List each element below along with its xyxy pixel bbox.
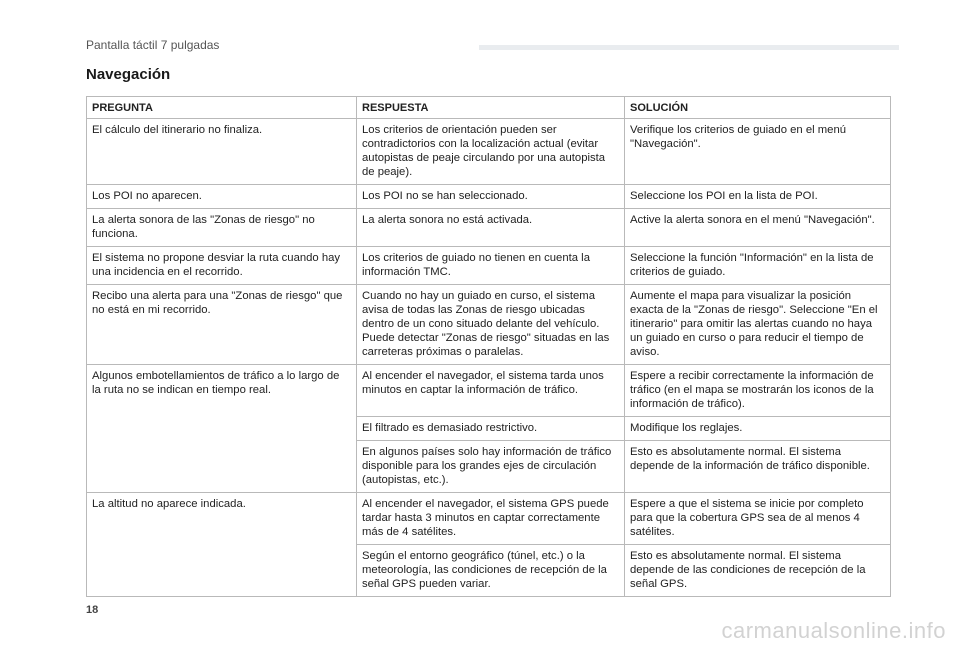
answer-cell: Los POI no se han seleccionado.	[357, 185, 625, 209]
column-header-solution: SOLUCIÓN	[625, 97, 891, 119]
answer-cell: Los criterios de orientación pueden ser contradictorios con la localización actual (evitar autopistas de peaje circulando por una autopista de peaje).	[357, 119, 625, 185]
answer-cell: Cuando no hay un guiado en curso, el sistema avisa de todas las Zonas de riesgo ubicadas dentro de un cono situado delante del vehículo. Puede detectar "Zonas de riesgo" situadas en las carreteras próximas o paralelas.	[357, 285, 625, 365]
answer-cell: Al encender el navegador, el sistema tarda unos minutos en captar la información de tráfico.	[357, 365, 625, 417]
answer-cell: En algunos países solo hay información de tráfico disponible para los grandes ejes de circulación (autopistas, etc.).	[357, 441, 625, 493]
answer-cell: Según el entorno geográfico (túnel, etc.) o la meteorología, las condiciones de recepción de la señal GPS pueden variar.	[357, 545, 625, 597]
table-row	[87, 185, 891, 209]
question-cell: Recibo una alerta para una "Zonas de riesgo" que no está en mi recorrido.	[87, 285, 357, 365]
question-cell: La altitud no aparece indicada.	[87, 493, 357, 597]
solution-cell: Espere a recibir correctamente la información de tráfico (en el mapa se mostrarán los iconos de la información de tráfico).	[625, 365, 891, 417]
watermark-logo: carmanualsonline.info	[721, 618, 946, 643]
solution-cell: Espere a que el sistema se inicie por completo para que la cobertura GPS sea de al menos 4 satélites.	[625, 493, 891, 545]
question-cell: Los POI no aparecen.	[87, 185, 357, 209]
troubleshooting-table-container	[86, 96, 890, 597]
table-row	[87, 493, 891, 545]
solution-cell: Esto es absolutamente normal. El sistema depende de las condiciones de recepción de la señal GPS.	[625, 545, 891, 597]
solution-cell: Aumente el mapa para visualizar la posición exacta de la "Zonas de riesgo". Seleccione "En el itinerario" para omitir las alertas cuando no haya un guiado en curso o para reducir el tiempo de aviso.	[625, 285, 891, 365]
column-header-answer: RESPUESTA	[357, 97, 625, 119]
answer-cell: El filtrado es demasiado restrictivo.	[357, 417, 625, 441]
answer-cell: Los criterios de guiado no tienen en cuenta la información TMC.	[357, 247, 625, 285]
page-title: Navegación	[86, 66, 171, 83]
solution-cell: Verifique los criterios de guiado en el menú "Navegación".	[625, 119, 891, 185]
solution-cell: Seleccione la función "Información" en la lista de criterios de guiado.	[625, 247, 891, 285]
table-row	[87, 285, 891, 365]
question-cell: Algunos embotellamientos de tráfico a lo largo de la ruta no se indican en tiempo real.	[87, 365, 357, 493]
column-header-question: PREGUNTA	[87, 97, 357, 119]
table-header-row	[87, 97, 891, 119]
question-cell: El cálculo del itinerario no finaliza.	[87, 119, 357, 185]
solution-cell: Esto es absolutamente normal. El sistema depende de la información de tráfico disponible.	[625, 441, 891, 493]
troubleshooting-table	[86, 96, 891, 597]
answer-cell: Al encender el navegador, el sistema GPS puede tardar hasta 3 minutos en captar correctamente más de 4 satélites.	[357, 493, 625, 545]
page-number: 18	[86, 604, 99, 616]
table-row	[87, 209, 891, 247]
question-cell: La alerta sonora de las "Zonas de riesgo" no funciona.	[87, 209, 357, 247]
header-divider-bar	[479, 45, 899, 50]
answer-cell: La alerta sonora no está activada.	[357, 209, 625, 247]
table-row	[87, 365, 891, 417]
table-row	[87, 247, 891, 285]
question-cell: El sistema no propone desviar la ruta cuando hay una incidencia en el recorrido.	[87, 247, 357, 285]
solution-cell: Modifique los reglajes.	[625, 417, 891, 441]
solution-cell: Seleccione los POI en la lista de POI.	[625, 185, 891, 209]
solution-cell: Active la alerta sonora en el menú "Navegación".	[625, 209, 891, 247]
section-label: Pantalla táctil 7 pulgadas	[86, 38, 220, 52]
table-row	[87, 119, 891, 185]
